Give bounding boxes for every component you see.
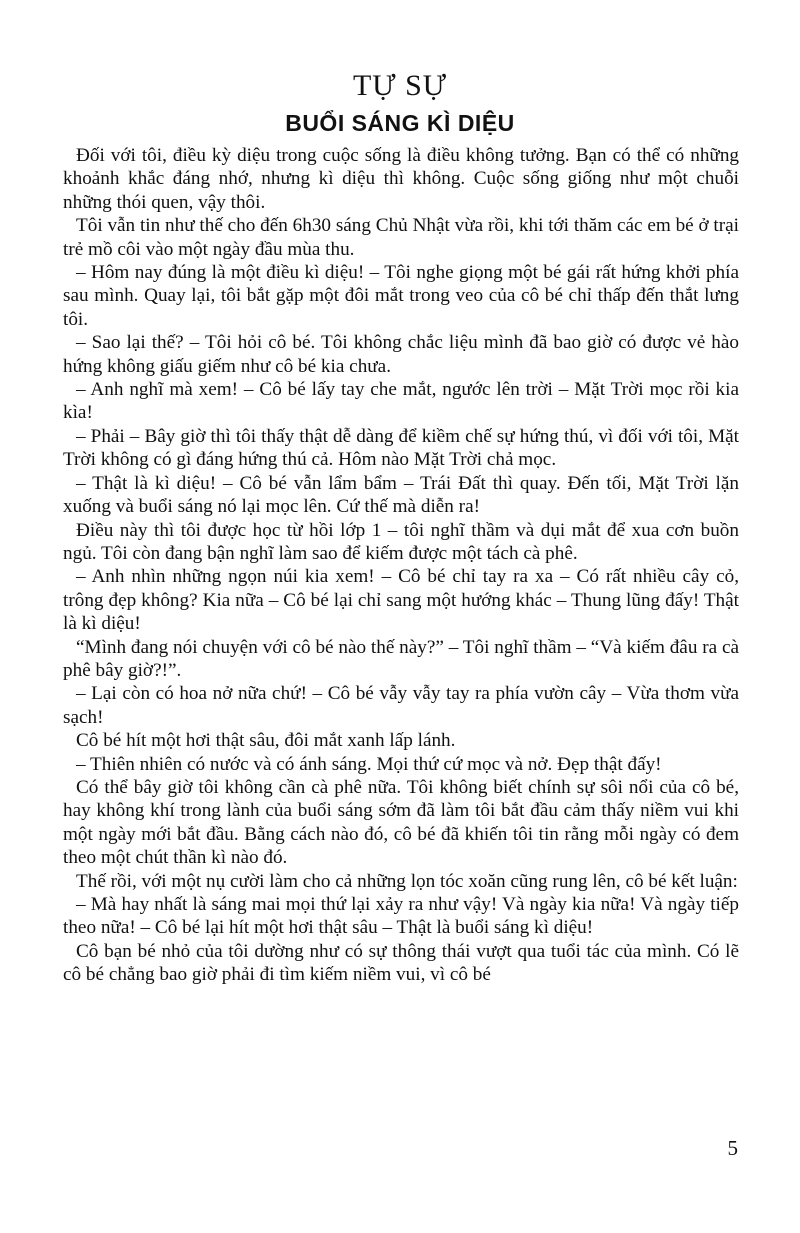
paragraph: Cô bạn bé nhỏ của tôi dường như có sự thông thái vượt qua tuổi tác của mình. Có lẽ cô bé chẳng bao giờ phải đi tìm kiếm niềm vui, vì cô bé bbox=[63, 940, 739, 986]
paragraph: – Phải – Bây giờ thì tôi thấy thật dễ dàng để kiềm chế sự hứng thú, vì đối với tôi, Mặt Trời không có gì đáng hứng thú cả. Hôm nào Mặt Trời chả mọc. bbox=[63, 425, 739, 471]
paragraph: – Anh nghĩ mà xem! – Cô bé lấy tay che mắt, ngước lên trời – Mặt Trời mọc rồi kia kìa! bbox=[63, 379, 739, 424]
paragraph: – Mà hay nhất là sáng mai mọi thứ lại xảy ra như vậy! Và ngày kia nữa! Và ngày tiếp theo nữa! – Cô bé lại hít một hơi thật sâu – Thật là buổi sáng kì diệu! bbox=[63, 894, 739, 939]
paragraph: Điều này thì tôi được học từ hồi lớp 1 – tôi nghĩ thầm và dụi mắt để xua cơn buồn ngủ. Tôi còn đang bận nghĩ làm sao để kiếm được một tách cà phê. bbox=[63, 519, 739, 564]
paragraph: – Anh nhìn những ngọn núi kia xem! – Cô bé chỉ tay ra xa – Có rất nhiều cây cỏ, trông đẹp không? Kia nữa – Cô bé lại chỉ sang một hướng khác – Thung lũng đấy! Thật là kì diệu! bbox=[63, 566, 739, 635]
paragraph: Có thể bây giờ tôi không cần cà phê nữa. Tôi không biết chính sự sôi nổi của cô bé, hay không khí trong lành của buổi sáng sớm đã làm tôi bắt đầu cảm thấy niềm vui khi một ngày mới bắt đầu. Bằng cách nào đó, cô bé đã khiến tôi tin rằng mỗi ngày có đem theo một chút thần kì nào đó. bbox=[63, 776, 739, 869]
paragraph: – Hôm nay đúng là một điều kì diệu! – Tôi nghe giọng một bé gái rất hứng khởi phía sau mình. Quay lại, tôi bắt gặp một đôi mắt trong veo của cô bé chỉ thấp đến thắt lưng tôi. bbox=[63, 262, 739, 330]
section-title: TỰ SỰ bbox=[352, 69, 448, 102]
paragraph: – Thiên nhiên có nước và có ánh sáng. Mọi thứ cứ mọc và nở. Đẹp thật đấy! bbox=[76, 753, 662, 775]
paragraph: – Thật là kì diệu! – Cô bé vẫn lẩm bẩm – Trái Đất thì quay. Đến tối, Mặt Trời lặn xuống và buổi sáng nó lại mọc lên. Cứ thế mà diễn ra! bbox=[63, 472, 739, 518]
paragraph: – Sao lại thế? – Tôi hỏi cô bé. Tôi không chắc liệu mình đã bao giờ có được vẻ hào hứng không giấu giếm như cô bé kia chưa. bbox=[63, 332, 739, 377]
story-title: BUỔI SÁNG KÌ DIỆU bbox=[285, 110, 515, 136]
paragraph: – Lại còn có hoa nở nữa chứ! – Cô bé vẫy vẫy tay ra phía vườn cây – Vừa thơm vừa sạch! bbox=[63, 683, 739, 728]
paragraph: Tôi vẫn tin như thế cho đến 6h30 sáng Chủ Nhật vừa rồi, khi tới thăm các em bé ở trại trẻ mồ côi vào một ngày đầu mùa thu. bbox=[63, 215, 739, 260]
paragraph: Đối với tôi, điều kỳ diệu trong cuộc sống là điều không tưởng. Bạn có thể có những khoảnh khắc đáng nhớ, nhưng kì diệu thì không. Cuộc sống giống như một chuỗi những thói quen, vậy thôi. bbox=[63, 145, 739, 213]
paragraph: Thế rồi, với một nụ cười làm cho cả những lọn tóc xoăn cũng rung lên, cô bé kết luận: bbox=[76, 870, 738, 892]
story-body bbox=[63, 144, 739, 987]
paragraph: Cô bé hít một hơi thật sâu, đôi mắt xanh lấp lánh. bbox=[76, 730, 456, 752]
page-number: 5 bbox=[727, 1136, 738, 1160]
paragraph: “Mình đang nói chuyện với cô bé nào thế này?” – Tôi nghĩ thầm – “Và kiếm đâu ra cà phê bây giờ?!”. bbox=[63, 636, 739, 681]
